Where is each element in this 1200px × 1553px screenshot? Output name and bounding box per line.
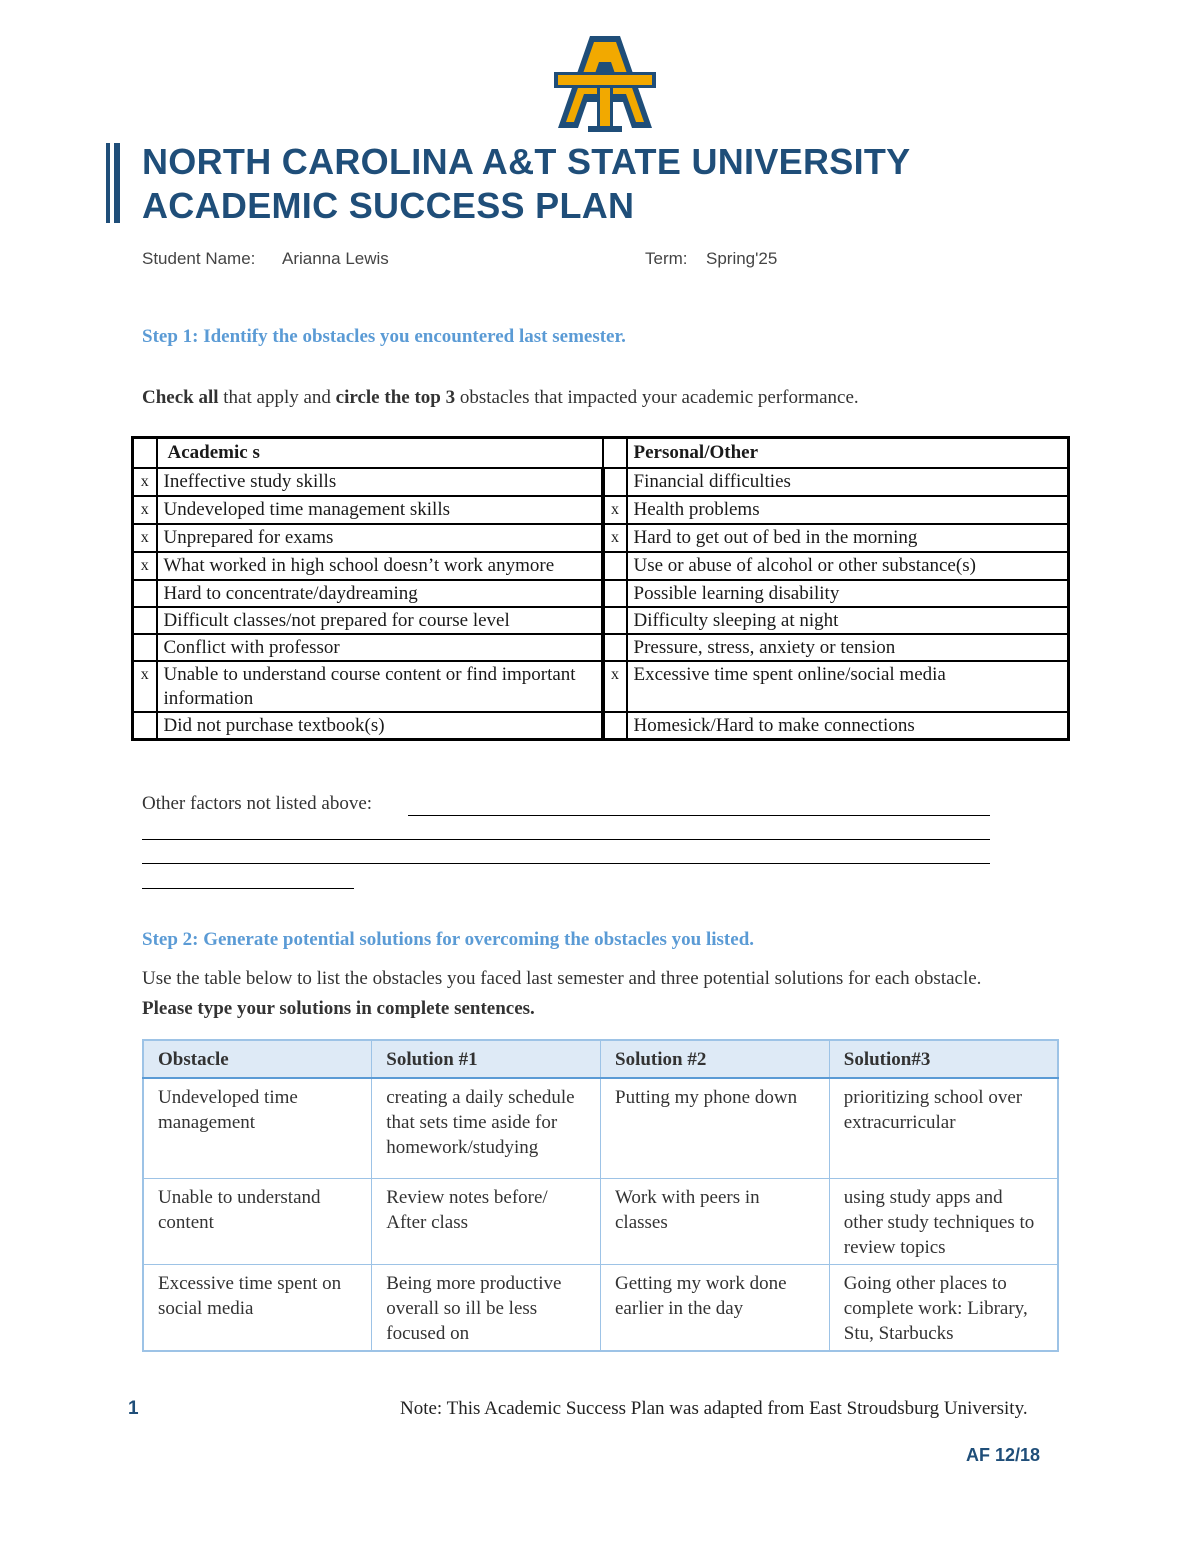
solution-row xyxy=(143,1178,1058,1264)
instr-bold-check: Check all xyxy=(142,387,219,408)
solution-cell[interactable]: Getting my work done earlier in the day xyxy=(601,1264,830,1351)
academic-checkbox[interactable]: x xyxy=(133,496,157,524)
academic-obstacle: What worked in high school doesn’t work anymore xyxy=(157,552,603,580)
solutions-header-cell: Solution#3 xyxy=(829,1040,1058,1078)
academic-checkbox[interactable]: x xyxy=(133,468,157,496)
student-name-label: Student Name: xyxy=(142,249,256,268)
academic-obstacle: Undeveloped time management skills xyxy=(157,496,603,524)
title-accent-bar xyxy=(114,143,120,223)
personal-checkbox[interactable] xyxy=(603,580,627,607)
academics-header: Academic s xyxy=(157,438,603,469)
academic-checkbox[interactable] xyxy=(133,607,157,634)
obstacle-row xyxy=(133,712,1069,740)
write-line[interactable] xyxy=(142,863,990,864)
personal-checkbox[interactable] xyxy=(603,468,627,496)
personal-obstacle: Health problems xyxy=(627,496,1069,524)
write-line[interactable] xyxy=(142,888,354,889)
step1-heading: Step 1: Identify the obstacles you encountered last semester. xyxy=(142,326,626,347)
solution-cell[interactable]: Being more productive overall so ill be less focused on xyxy=(372,1264,601,1351)
term-value: Spring'25 xyxy=(706,249,778,268)
instr-bold-circle: circle the top 3 xyxy=(335,387,456,408)
academic-checkbox[interactable]: x xyxy=(133,661,157,712)
personal-obstacle: Difficulty sleeping at night xyxy=(627,607,1069,634)
obstacle-row xyxy=(133,580,1069,607)
solution-cell[interactable]: Review notes before/ After class xyxy=(372,1178,601,1264)
academic-obstacle: Unable to understand course content or find important information xyxy=(157,661,603,712)
academic-checkbox[interactable] xyxy=(133,712,157,740)
obstacle-row xyxy=(133,634,1069,661)
page-number: 1 xyxy=(128,1398,139,1419)
solution-cell[interactable]: Work with peers in classes xyxy=(601,1178,830,1264)
obstacle-cell[interactable]: Excessive time spent on social media xyxy=(143,1264,372,1351)
solution-cell[interactable]: using study apps and other study techniques to review topics xyxy=(829,1178,1058,1264)
solutions-header-cell: Solution #2 xyxy=(601,1040,830,1078)
academic-obstacle: Did not purchase textbook(s) xyxy=(157,712,603,740)
instr-bold: Please type your solutions in complete sentences. xyxy=(142,998,535,1019)
solution-cell[interactable]: Putting my phone down xyxy=(601,1078,830,1178)
academic-checkbox[interactable]: x xyxy=(133,552,157,580)
academic-obstacle: Hard to concentrate/daydreaming xyxy=(157,580,603,607)
solution-row xyxy=(143,1264,1058,1351)
obstacle-row xyxy=(133,607,1069,634)
obstacle-row xyxy=(133,496,1069,524)
personal-obstacle: Excessive time spent online/social media xyxy=(627,661,1069,712)
personal-checkbox[interactable]: x xyxy=(603,661,627,712)
obstacle-row xyxy=(133,468,1069,496)
solution-cell[interactable]: creating a daily schedule that sets time aside for homework/studying xyxy=(372,1078,601,1178)
obstacle-cell[interactable]: Undeveloped time management xyxy=(143,1078,372,1178)
university-logo xyxy=(550,32,660,134)
academic-obstacle: Unprepared for exams xyxy=(157,524,603,552)
personal-obstacle: Hard to get out of bed in the morning xyxy=(627,524,1069,552)
obstacle-row xyxy=(133,524,1069,552)
personal-checkbox[interactable]: x xyxy=(603,496,627,524)
title-line-1: NORTH CAROLINA A&T STATE UNIVERSITY xyxy=(142,141,911,182)
academic-obstacle: Ineffective study skills xyxy=(157,468,603,496)
header-check-cell xyxy=(603,438,627,469)
title-line-2: ACADEMIC SUCCESS PLAN xyxy=(142,185,635,226)
personal-checkbox[interactable] xyxy=(603,712,627,740)
personal-obstacle: Financial difficulties xyxy=(627,468,1069,496)
obstacles-header-row xyxy=(133,438,1069,469)
instr-text: obstacles that impacted your academic performance. xyxy=(455,387,859,408)
obstacle-row xyxy=(133,661,1069,712)
personal-obstacle: Use or abuse of alcohol or other substance(s) xyxy=(627,552,1069,580)
form-code: AF 12/18 xyxy=(966,1445,1041,1465)
student-name-value: Arianna Lewis xyxy=(282,249,389,268)
personal-header: Personal/Other xyxy=(627,438,1069,469)
document-title xyxy=(142,140,911,228)
obstacle-row xyxy=(133,552,1069,580)
term-label: Term: xyxy=(645,249,688,268)
personal-obstacle: Possible learning disability xyxy=(627,580,1069,607)
step1-instructions xyxy=(142,387,859,409)
academic-checkbox[interactable] xyxy=(133,580,157,607)
solution-row xyxy=(143,1078,1058,1178)
academic-obstacle: Conflict with professor xyxy=(157,634,603,661)
solution-cell[interactable]: Going other places to complete work: Library, Stu, Starbucks xyxy=(829,1264,1058,1351)
footer-note: Note: This Academic Success Plan was adapted from East Stroudsburg University. xyxy=(400,1398,1028,1419)
solutions-table xyxy=(142,1039,1059,1352)
personal-checkbox[interactable] xyxy=(603,607,627,634)
header-check-cell xyxy=(133,438,157,469)
personal-checkbox[interactable] xyxy=(603,552,627,580)
write-line[interactable] xyxy=(142,839,990,840)
obstacle-cell[interactable]: Unable to understand content xyxy=(143,1178,372,1264)
title-accent-bar xyxy=(106,143,110,223)
academic-checkbox[interactable] xyxy=(133,634,157,661)
solutions-header-cell: Obstacle xyxy=(143,1040,372,1078)
solutions-header-row xyxy=(143,1040,1058,1078)
personal-checkbox[interactable]: x xyxy=(603,524,627,552)
solution-cell[interactable]: prioritizing school over extracurricular xyxy=(829,1078,1058,1178)
other-factors-label: Other factors not listed above: xyxy=(142,793,373,814)
step2-instructions xyxy=(142,964,1022,1024)
step2-heading: Step 2: Generate potential solutions for overcoming the obstacles you listed. xyxy=(142,929,755,950)
personal-checkbox[interactable] xyxy=(603,634,627,661)
personal-obstacle: Homesick/Hard to make connections xyxy=(627,712,1069,740)
personal-obstacle: Pressure, stress, anxiety or tension xyxy=(627,634,1069,661)
solutions-header-cell: Solution #1 xyxy=(372,1040,601,1078)
write-line[interactable] xyxy=(408,815,990,816)
academic-obstacle: Difficult classes/not prepared for course level xyxy=(157,607,603,634)
instr-text: that apply and xyxy=(218,387,336,408)
academic-checkbox[interactable]: x xyxy=(133,524,157,552)
instr-text: Use the table below to list the obstacles you faced last semester and three potential solutions for each obstacle. xyxy=(142,968,982,989)
obstacles-table xyxy=(131,436,1070,741)
